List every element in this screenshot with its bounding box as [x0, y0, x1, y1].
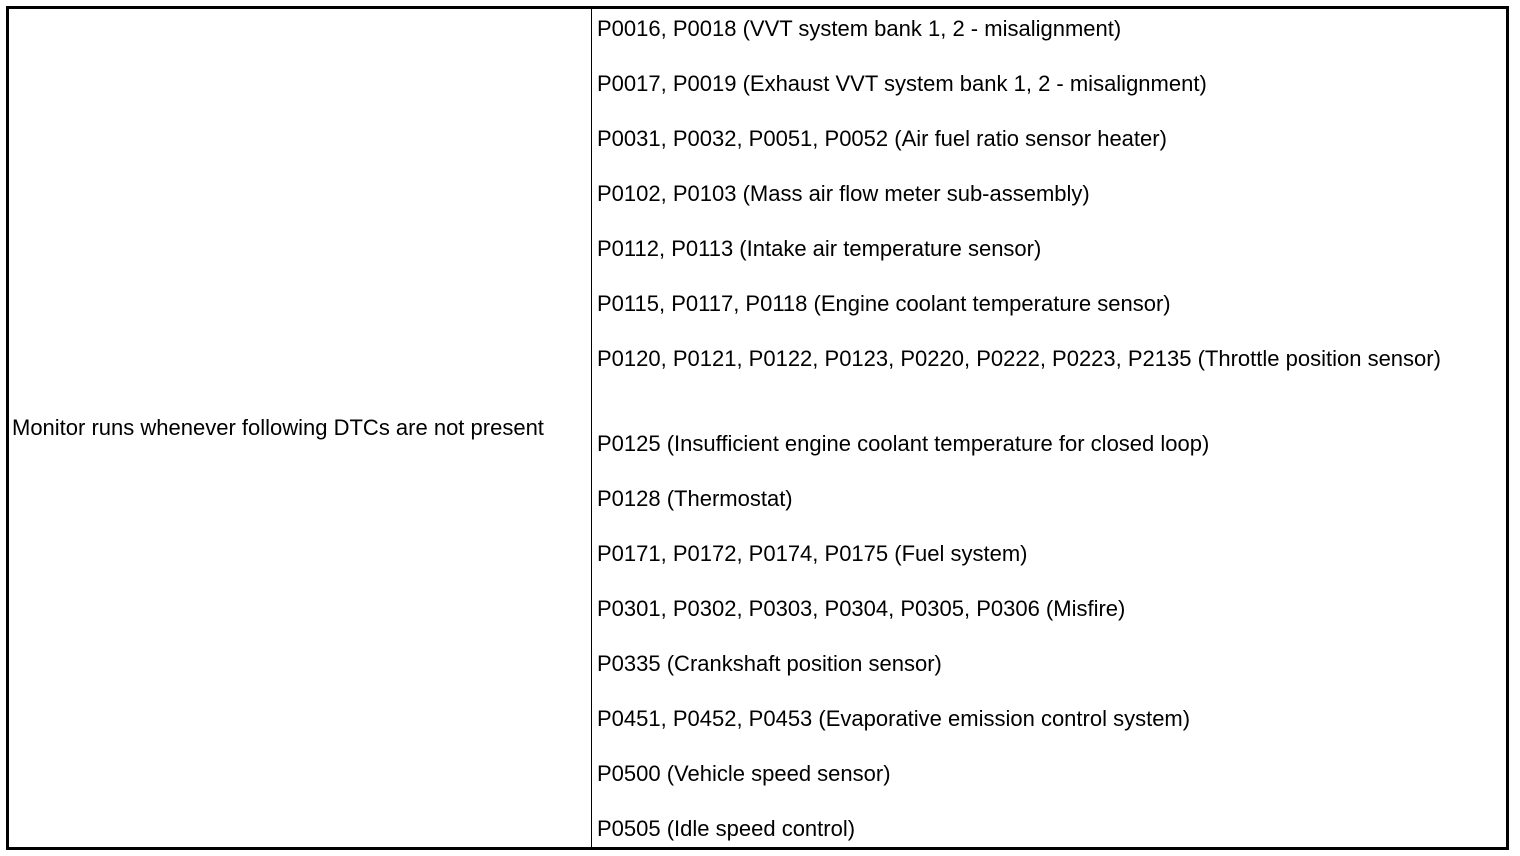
dtc-item: P0125 (Insufficient engine coolant temperature for closed loop) [597, 431, 1210, 456]
dtc-item: P0016, P0018 (VVT system bank 1, 2 - misalignment) [597, 16, 1122, 41]
dtc-item: P0112, P0113 (Intake air temperature sensor) [597, 236, 1042, 261]
dtc-item: P0335 (Crankshaft position sensor) [597, 651, 942, 676]
dtc-item: P0301, P0302, P0303, P0304, P0305, P0306 (Misfire) [597, 596, 1126, 621]
dtc-item: P0505 (Idle speed control) [597, 816, 856, 841]
condition-text: Monitor runs whenever following DTCs are not present [12, 415, 544, 440]
dtc-list-cell [592, 9, 1506, 847]
dtc-item: P0017, P0019 (Exhaust VVT system bank 1, 2 - misalignment) [597, 71, 1207, 96]
dtc-item: P0171, P0172, P0174, P0175 (Fuel system) [597, 541, 1028, 566]
condition-cell [9, 9, 592, 847]
dtc-item: P0102, P0103 (Mass air flow meter sub-assembly) [597, 181, 1090, 206]
dtc-item: P0120, P0121, P0122, P0123, P0220, P0222, P0223, P2135 (Throttle position sensor) [597, 346, 1441, 371]
dtc-item: P0451, P0452, P0453 (Evaporative emission control system) [597, 706, 1191, 731]
dtc-item: P0500 (Vehicle speed sensor) [597, 761, 891, 786]
dtc-item: P0128 (Thermostat) [597, 486, 793, 511]
dtc-item: P0031, P0032, P0051, P0052 (Air fuel ratio sensor heater) [597, 126, 1167, 151]
dtc-item: P0115, P0117, P0118 (Engine coolant temperature sensor) [597, 291, 1171, 316]
dtc-table [6, 6, 1509, 850]
